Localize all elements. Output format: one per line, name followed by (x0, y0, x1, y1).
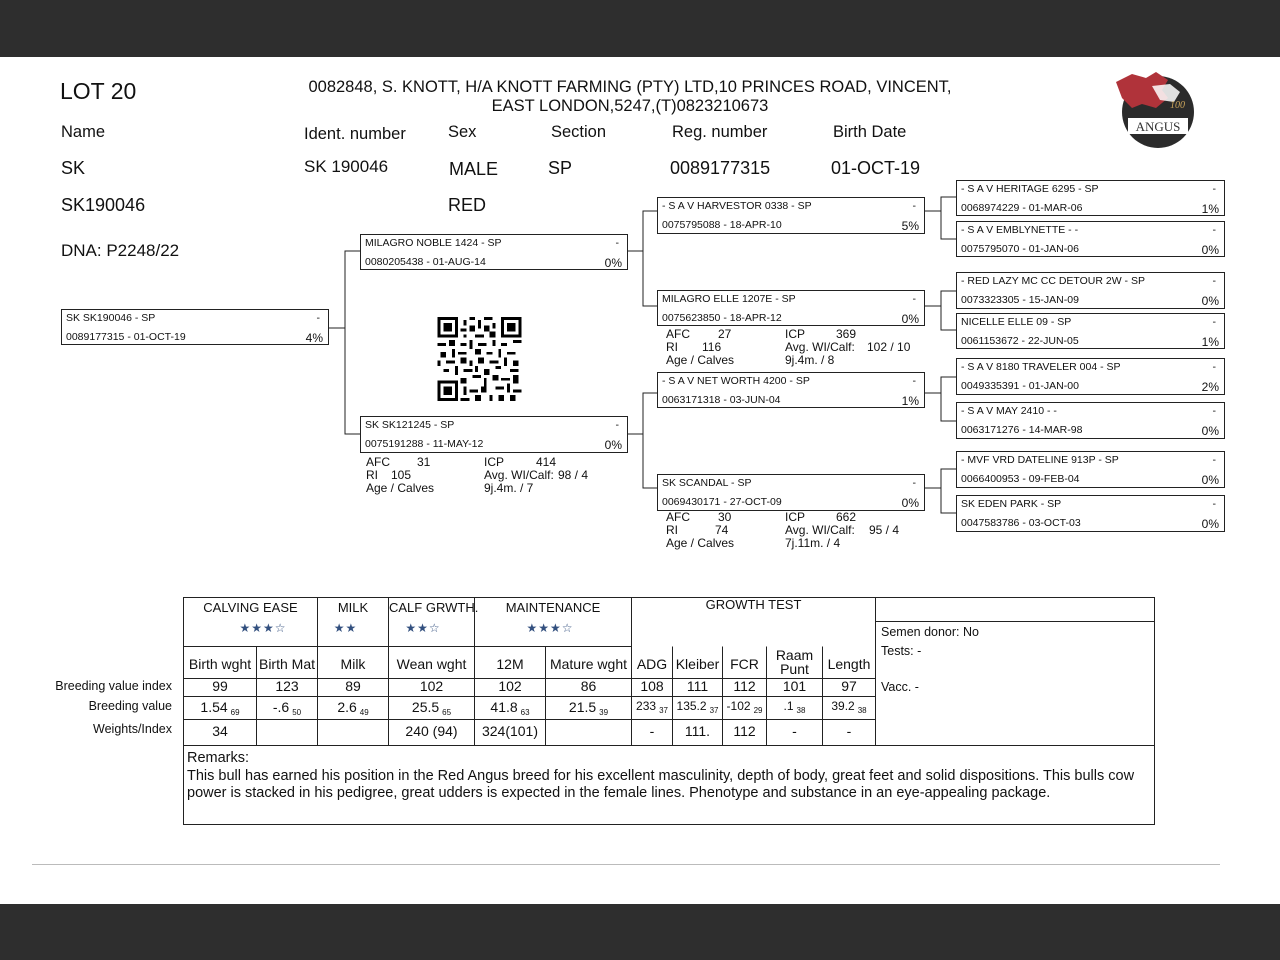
remarks (187, 750, 1147, 803)
pedigree-dash: - (615, 419, 619, 431)
logo-text: ANGUS (1135, 119, 1181, 134)
bv-accuracy: 37 (659, 706, 668, 715)
svg-text:100: 100 (1170, 100, 1185, 111)
bv-accuracy: 39 (599, 708, 609, 717)
pedigree-name: - S A V NET WORTH 4200 - SP (662, 375, 810, 387)
pedigree-reg: 0089177315 - 01-OCT-19 (66, 331, 186, 343)
cell-bvi: 112 (733, 678, 756, 694)
pedigree-reg: 0049335391 - 01-JAN-00 (961, 380, 1079, 392)
pedigree-name: - RED LAZY MC CC DETOUR 2W - SP (961, 275, 1145, 287)
cell-weights: - (792, 723, 797, 739)
stat-wi: 98 / 4 (558, 468, 589, 482)
pedigree-reg: 0075191288 - 11-MAY-12 (365, 438, 484, 450)
stat-ri-label: RI (666, 340, 678, 354)
stat-ri-label: RI (666, 523, 678, 537)
pedigree-name: - S A V HERITAGE 6295 - SP (961, 183, 1099, 195)
pedigree-pct: 0% (604, 256, 622, 270)
bv-accuracy: 38 (796, 706, 806, 715)
bv-value: 2.6 (337, 699, 357, 715)
remarks-text: This bull has earned his position in the Red Angus breed for his excellent masculinity, depth of body, great feet and solid dispositions. This bulls cow power is stacked in his pedigree, great udders is expected in the female lines. Phenotype and substance in an eye-appealing package. (187, 767, 1135, 801)
stat-age: 9j.4m. / 7 (484, 481, 534, 495)
cell-weights: 324(101) (481, 723, 539, 739)
pedigree-pct: 0% (1201, 424, 1219, 438)
column-header: Mature wght (549, 656, 628, 672)
pedigree-dash: - (1212, 498, 1216, 510)
stat-icp: 414 (536, 455, 557, 469)
bv-accuracy: 69 (230, 708, 240, 717)
pedigree-pct: 2% (1201, 380, 1219, 394)
pedigree-reg: 0066400953 - 09-FEB-04 (961, 473, 1080, 485)
column-header: Milk (340, 656, 366, 672)
group-calving-ease: CALVING EASE (203, 600, 298, 615)
group-maintenance: MAINTENANCE (505, 600, 601, 615)
column-header: 12M (496, 656, 524, 672)
pedigree-name: MILAGRO ELLE 1207E - SP (662, 293, 796, 305)
pedigree-reg: 0075623850 - 18-APR-12 (662, 312, 782, 324)
stat-age-label: Age / Calves (666, 353, 735, 367)
stat-afc: 30 (718, 510, 732, 524)
remarks-label: Remarks: (187, 750, 250, 766)
cell-bvi: 108 (640, 678, 664, 694)
cell-bvi: 89 (345, 678, 361, 694)
animal-birth: 01-OCT-19 (831, 158, 921, 178)
bv-accuracy: 37 (709, 706, 719, 715)
stat-ri: 116 (702, 340, 722, 354)
cell-weights: 111. (684, 723, 711, 739)
pedigree-pct: 1% (1201, 335, 1219, 349)
pedigree-name: SK EDEN PARK - SP (961, 498, 1062, 510)
label-name: Name (61, 123, 106, 141)
label-ident: Ident. number (304, 125, 406, 143)
row-label-bv: Breeding value (88, 699, 172, 713)
milk-rating-icon: ★★ (333, 621, 358, 635)
pedigree-name: - MVF VRD DATELINE 913P - SP (961, 454, 1119, 466)
owner-line-2: EAST LONDON,5247,(T)0823210673 (491, 97, 769, 115)
stat-age: 9j.4m. / 8 (785, 353, 835, 367)
stat-wi-label: Avg. WI/Calf: (785, 340, 855, 354)
cell-bv (318, 699, 388, 717)
pedigree-dash: - (912, 293, 916, 305)
animal-ident: SK 190046 (304, 157, 389, 176)
pedigree-reg: 0063171276 - 14-MAR-98 (961, 424, 1083, 436)
pedigree-name: MILAGRO NOBLE 1424 - SP (365, 237, 502, 249)
bv-accuracy: 38 (857, 706, 867, 715)
maintenance-rating-icon: ★★★☆ (526, 621, 574, 635)
pedigree-dash: - (1212, 275, 1216, 287)
column-header: FCR (730, 656, 759, 672)
bv-accuracy: 63 (520, 708, 530, 717)
label-sex: Sex (448, 123, 477, 141)
row-label-weights: Weights/Index (93, 722, 172, 736)
cell-bv (723, 699, 766, 715)
animal-reg: 0089177315 (670, 158, 771, 178)
cell-bv (767, 699, 822, 715)
label-section: Section (551, 123, 607, 141)
group-calf-growth: CALF GRWTH. (389, 600, 479, 615)
bv-value: -102 (726, 699, 751, 713)
pedigree-reg: 0080205438 - 01-AUG-14 (365, 256, 486, 268)
bv-value: 135.2 (676, 699, 707, 713)
cell-bvi: 99 (212, 678, 228, 694)
cell-bv (673, 699, 722, 715)
stat-ri: 74 (715, 523, 729, 537)
cell-bvi: 111 (686, 678, 709, 694)
cell-bv (823, 699, 875, 715)
pedigree-pct: 4% (305, 331, 323, 345)
cell-weights: - (846, 723, 852, 739)
pedigree-pct: 0% (1201, 517, 1219, 531)
pedigree-reg: 0068974229 - 01-MAR-06 (961, 202, 1083, 214)
animal-section: SP (548, 158, 573, 178)
bv-value: 41.8 (490, 699, 518, 715)
stat-wi-label: Avg. WI/Calf: (484, 468, 554, 482)
column-header: Wean wght (396, 656, 467, 672)
cell-bvi: 102 (498, 678, 522, 694)
stat-icp: 662 (836, 510, 857, 524)
cell-bvi: 123 (275, 678, 299, 694)
stat-age-label: Age / Calves (366, 481, 435, 495)
vaccinations: Vacc. - (881, 680, 919, 694)
pedigree-pct: 5% (901, 219, 919, 233)
stat-ri: 105 (391, 468, 412, 482)
pedigree-dash: - (1212, 224, 1216, 236)
pedigree-name: - S A V HARVESTOR 0338 - SP (662, 200, 812, 212)
tests: Tests: - (881, 644, 922, 658)
cell-bv (632, 699, 672, 715)
pedigree-name: SK SK190046 - SP (66, 312, 156, 324)
row-label-bvi: Breeding value index (55, 679, 172, 693)
column-header: Length (827, 656, 871, 672)
cell-bv (546, 699, 631, 717)
bv-value: -.6 (272, 699, 290, 715)
animal-color: RED (448, 195, 487, 215)
pedigree-pct: 0% (901, 496, 919, 510)
cell-weights: 240 (94) (405, 723, 458, 739)
pedigree-dash: - (1212, 183, 1216, 195)
stat-icp-label: ICP (785, 327, 806, 341)
cell-bv (389, 699, 474, 717)
cell-bvi: 86 (580, 678, 597, 694)
pedigree-name: - S A V MAY 2410 - - (961, 405, 1057, 417)
cell-bvi: 97 (841, 678, 857, 694)
cell-bvi: 102 (419, 678, 444, 694)
stat-afc-label: AFC (666, 510, 690, 524)
pedigree-dash: - (912, 375, 916, 387)
cell-bvi: 101 (782, 678, 807, 694)
pedigree-reg: 0047583786 - 03-OCT-03 (961, 517, 1081, 529)
cell-weights: 34 (212, 723, 228, 739)
stat-age: 7j.11m. / 4 (785, 536, 841, 550)
column-header: Raam Punt (775, 647, 814, 677)
pedigree-pct: 1% (1201, 202, 1219, 216)
owner-line-1: 0082848, S. KNOTT, H/A KNOTT FARMING (PTY) LTD,10 PRINCES ROAD, VINCENT, (308, 78, 952, 96)
bv-accuracy: 65 (442, 708, 452, 717)
pedigree-reg: 0063171318 - 03-JUN-04 (662, 394, 781, 406)
pedigree-pct: 1% (901, 394, 919, 408)
bv-accuracy: 50 (292, 708, 302, 717)
stat-icp: 369 (836, 327, 857, 341)
pedigree-reg: 0073323305 - 15-JAN-09 (961, 294, 1079, 306)
pedigree-dash: - (1212, 361, 1216, 373)
pedigree-dash: - (1212, 316, 1216, 328)
stat-afc: 27 (718, 327, 732, 341)
pedigree-reg: 0075795088 - 18-APR-10 (662, 219, 782, 231)
label-birth: Birth Date (833, 123, 907, 141)
pedigree-dash: - (912, 477, 916, 489)
stat-afc-label: AFC (666, 327, 690, 341)
bv-value: 21.5 (568, 699, 597, 715)
cell-bv (475, 699, 545, 717)
stat-wi-label: Avg. WI/Calf: (785, 523, 855, 537)
bv-accuracy: 29 (753, 706, 763, 715)
pedigree-reg: 0061153672 - 22-JUN-05 (961, 335, 1079, 347)
pedigree-pct: 0% (901, 312, 919, 326)
pedigree-name: - S A V EMBLYNETTE - - (961, 224, 1079, 236)
cell-bv (257, 699, 317, 717)
pedigree-name: - S A V 8180 TRAVELER 004 - SP (961, 361, 1121, 373)
pedigree-reg: 0075795070 - 01-JAN-06 (961, 243, 1079, 255)
pedigree-pct: 0% (1201, 243, 1219, 257)
stat-icp-label: ICP (785, 510, 806, 524)
stat-afc-label: AFC (366, 455, 390, 469)
label-reg: Reg. number (672, 123, 768, 141)
bv-value: 233 (636, 699, 657, 713)
bv-value: 39.2 (831, 699, 855, 713)
bv-value: .1 (783, 699, 794, 713)
column-header: Birth Mat (258, 656, 315, 672)
pedigree-dash: - (316, 312, 320, 324)
stat-afc: 31 (417, 455, 431, 469)
animal-name-1: SK (61, 158, 86, 178)
pedigree-pct: 0% (1201, 294, 1219, 308)
cell-weights: - (649, 723, 655, 739)
pedigree-dash: - (912, 200, 916, 212)
stat-ri-label: RI (366, 468, 378, 482)
pedigree-reg: 0069430171 - 27-OCT-09 (662, 496, 782, 508)
semen-donor: Semen donor: No (881, 625, 979, 639)
pedigree-dash: - (1212, 454, 1216, 466)
pedigree-name: SK SK121245 - SP (365, 419, 455, 431)
pedigree-pct: 0% (604, 438, 622, 452)
stat-icp-label: ICP (484, 455, 505, 469)
column-header: Birth wght (188, 656, 252, 672)
group-growth-test: GROWTH TEST (705, 597, 802, 612)
group-milk: MILK (337, 600, 369, 615)
calving-ease-rating-icon: ★★★☆ (239, 621, 287, 635)
animal-name-2: SK190046 (61, 195, 146, 215)
stat-wi: 102 / 10 (867, 340, 911, 354)
pedigree-dash: - (615, 237, 619, 249)
animal-dna: DNA: P2248/22 (61, 241, 180, 260)
animal-sex: MALE (449, 159, 499, 179)
pedigree-name: NICELLE ELLE 09 - SP (961, 316, 1072, 328)
bv-accuracy: 49 (359, 708, 369, 717)
calf-growth-rating-icon: ★★☆ (405, 621, 441, 635)
lot-number: LOT 20 (60, 78, 137, 104)
bv-value: 1.54 (200, 699, 228, 715)
cell-bv (184, 699, 256, 717)
stat-wi: 95 / 4 (869, 523, 900, 537)
pedigree-pct: 0% (1201, 473, 1219, 487)
stat-age-label: Age / Calves (666, 536, 735, 550)
divider (32, 864, 1220, 865)
column-header: ADG (636, 656, 668, 672)
bv-value: 25.5 (411, 699, 440, 715)
pedigree-dash: - (1212, 405, 1216, 417)
cell-weights: 112 (733, 723, 756, 739)
pedigree-name: SK SCANDAL - SP (662, 477, 752, 489)
column-header: Kleiber (675, 656, 720, 672)
